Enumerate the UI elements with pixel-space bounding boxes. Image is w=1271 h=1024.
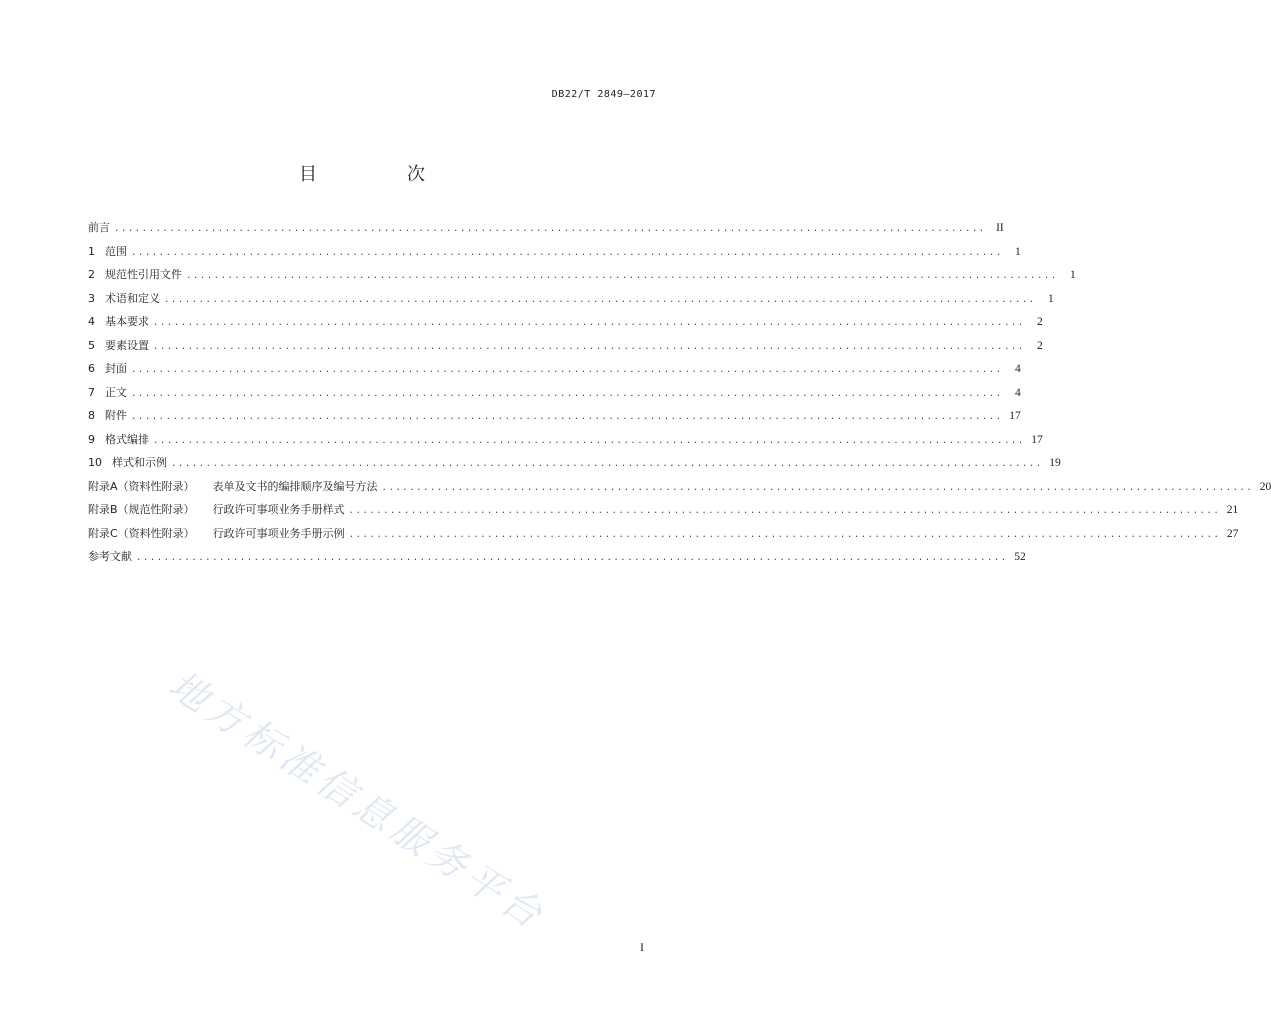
toc-entry-number: 8 (88, 409, 95, 422)
toc-entry-page: 2 (1036, 316, 1043, 328)
toc-entry-page: 1 (1069, 269, 1076, 281)
toc-entry[interactable] (88, 475, 1271, 499)
toc-entry-number: 4 (88, 315, 95, 328)
toc-entry-page: 1 (1047, 292, 1054, 305)
toc-leader-dots: .............................................................................................................................. (171, 459, 1043, 469)
toc-entry-page: 19 (1049, 457, 1061, 469)
toc-leader-dots: .............................................................................................................................. (131, 388, 1003, 399)
toc-leader-dots: .............................................................................................................................. (136, 553, 1008, 563)
document-code: DB22/T 2849—2017 (551, 89, 656, 100)
toc-leader-dots: .............................................................................................................................. (114, 224, 986, 234)
toc-entry-number: 3 (88, 291, 95, 305)
toc-entry-page: 27 (1226, 527, 1239, 540)
toc-entry-page: II (996, 222, 1004, 234)
toc-entry-label: 术语和定义 (105, 291, 160, 305)
toc-entry-number: 7 (88, 385, 95, 399)
toc-entry-label: 规范性引用文件 (105, 268, 182, 281)
toc-entry[interactable] (88, 263, 1076, 287)
toc-entry[interactable] (88, 310, 1043, 334)
toc-leader-dots: .............................................................................................................................. (348, 506, 1221, 516)
toc-entry-label: 前言 (88, 221, 110, 234)
toc-entry-page: 17 (1009, 410, 1021, 422)
toc-entry[interactable] (88, 287, 1054, 311)
toc-entry-page: 4 (1014, 363, 1021, 375)
toc-entry-number: 5 (88, 338, 95, 352)
toc-entry-label: 正文 (105, 385, 127, 399)
toc-entry[interactable] (88, 404, 1021, 428)
toc-leader-dots: .............................................................................................................................. (153, 318, 1025, 328)
toc-entry-number: 2 (88, 268, 95, 281)
toc-entry-label: 要素设置 (105, 338, 149, 352)
toc-entry[interactable] (88, 357, 1021, 381)
toc-entry-label: 范围 (105, 244, 127, 258)
toc-entry[interactable] (88, 216, 1004, 240)
toc-leader-dots: .............................................................................................................................. (131, 412, 1003, 422)
toc-entry-label: 基本要求 (105, 315, 149, 328)
toc-leader-dots: .............................................................................................................................. (348, 529, 1221, 540)
toc-entry-label: 格式编排 (105, 432, 149, 446)
toc-appendix-number: 附录C（资料性附录） (88, 526, 195, 540)
toc-entry[interactable] (88, 381, 1021, 405)
toc-leader-dots: .............................................................................................................................. (381, 482, 1254, 493)
toc-entry-number: 6 (88, 362, 95, 375)
toc-entry-label: 样式和示例 (112, 456, 167, 469)
toc-entry-page: 2 (1036, 339, 1043, 352)
table-of-contents (88, 216, 1271, 569)
toc-entry-page: 17 (1031, 433, 1043, 446)
toc-entry[interactable] (88, 451, 1061, 475)
toc-leader-dots: .............................................................................................................................. (186, 271, 1058, 281)
toc-entry[interactable] (88, 522, 1239, 546)
toc-leader-dots: .............................................................................................................................. (153, 341, 1025, 352)
toc-entry-page: 21 (1226, 504, 1239, 516)
toc-entry-number: 1 (88, 244, 95, 258)
toc-leader-dots: .............................................................................................................................. (164, 294, 1036, 305)
toc-entry-number: 9 (88, 432, 95, 446)
toc-entry-page: 1 (1014, 245, 1021, 258)
toc-appendix-number: 附录A（资料性附录） (88, 479, 195, 493)
toc-entry-number: 10 (88, 456, 102, 469)
toc-entry-label: 参考文献 (88, 550, 132, 563)
toc-entry[interactable] (88, 428, 1043, 452)
toc-leader-dots: .............................................................................................................................. (131, 247, 1003, 258)
watermark-text: 地方标准信息服务平台 (161, 662, 555, 940)
toc-entry-page: 20 (1259, 480, 1271, 493)
toc-leader-dots: .............................................................................................................................. (153, 435, 1025, 446)
toc-leader-dots: .............................................................................................................................. (131, 365, 1003, 375)
toc-appendix-number: 附录B（规范性附录） (88, 503, 195, 516)
toc-entry[interactable] (88, 240, 1021, 264)
toc-entry-label: 表单及文书的编排顺序及编号方法 (212, 479, 378, 493)
page-number: I (640, 940, 644, 954)
toc-entry-label: 附件 (105, 409, 127, 422)
toc-entry[interactable] (88, 498, 1239, 522)
toc-entry[interactable] (88, 545, 1026, 569)
toc-entry-label: 行政许可事项业务手册样式 (212, 503, 345, 516)
toc-entry-label: 封面 (105, 362, 127, 375)
toc-entry-page: 52 (1014, 551, 1026, 563)
toc-entry[interactable] (88, 334, 1043, 358)
toc-entry-label: 行政许可事项业务手册示例 (212, 526, 345, 540)
page-title: 目 次 (299, 164, 461, 185)
toc-entry-page: 4 (1014, 386, 1021, 399)
